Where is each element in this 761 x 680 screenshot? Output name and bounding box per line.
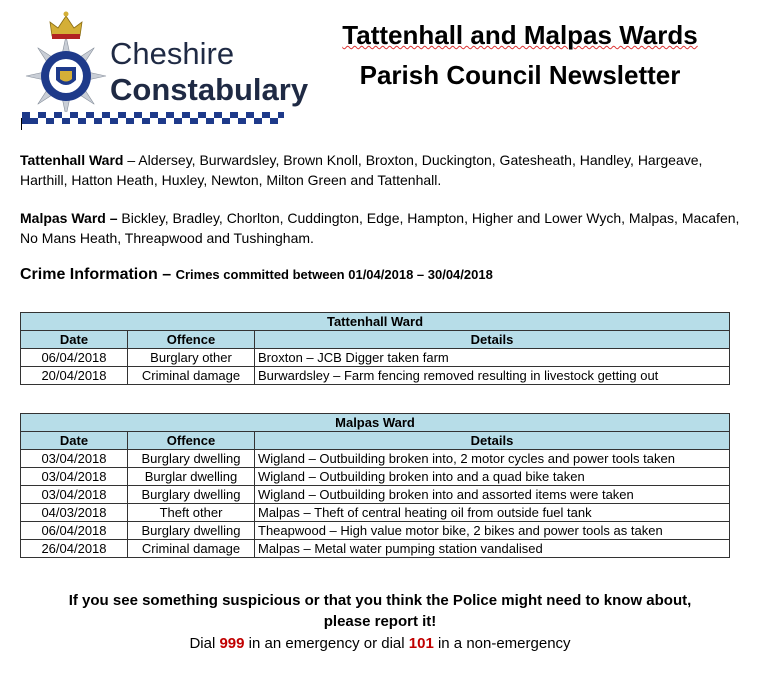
column-header-offence: Offence: [128, 331, 255, 349]
cell-date: 03/04/2018: [21, 450, 128, 468]
crime-date-range: Crimes committed between 01/04/2018 – 30/04/2018: [175, 267, 493, 282]
cell-details: Wigland – Outbuilding broken into, 2 motor cycles and power tools taken: [255, 450, 730, 468]
column-header-details: Details: [255, 331, 730, 349]
column-header-date: Date: [21, 432, 128, 450]
cell-date: 04/03/2018: [21, 504, 128, 522]
newsletter-title-line1: Tattenhall and Malpas Wards: [342, 20, 698, 50]
cell-details: Theapwood – High value motor bike, 2 bikes and power tools as taken: [255, 522, 730, 540]
report-appeal: [20, 590, 740, 632]
police-crest-icon: [22, 8, 110, 120]
cell-offence: Burglar dwelling: [128, 468, 255, 486]
cell-date: 20/04/2018: [21, 367, 128, 385]
column-header-date: Date: [21, 331, 128, 349]
cell-offence: Burglary dwelling: [128, 486, 255, 504]
tattenhall-ward-villages: – Aldersey, Burwardsley, Brown Knoll, Broxton, Duckington, Gatesheath, Handley, Hargeave, Harthill, Hatton Heath, Huxley, Newton, Milton Green and Tattenhall.: [20, 152, 703, 188]
non-emergency-number: 101: [408, 635, 434, 652]
cell-date: 03/04/2018: [21, 468, 128, 486]
cell-details: Burwardsley – Farm fencing removed resulting in livestock getting out: [255, 367, 730, 385]
cell-details: Malpas – Metal water pumping station vandalised: [255, 540, 730, 558]
table-caption: Tattenhall Ward: [21, 313, 730, 331]
brand-name-line1: Cheshire: [110, 36, 235, 71]
table-row: [21, 367, 730, 385]
cell-offence: Burglary dwelling: [128, 450, 255, 468]
tattenhall-ward-label: Tattenhall Ward: [20, 152, 124, 168]
cell-date: 06/04/2018: [21, 522, 128, 540]
malpas-ward-paragraph: [20, 208, 740, 248]
dial-numbers-line: Dial 999 in an emergency or dial 101 in a non-emergency: [189, 635, 571, 652]
table-caption: Malpas Ward: [21, 414, 730, 432]
malpas-ward-label: Malpas Ward –: [20, 210, 118, 226]
cell-details: Broxton – JCB Digger taken farm: [255, 349, 730, 367]
cell-offence: Burglary dwelling: [128, 522, 255, 540]
report-appeal-line2: please report it!: [323, 613, 437, 630]
report-appeal-line1: If you see something suspicious or that you think the Police might need to know about,: [68, 592, 692, 609]
cell-offence: Theft other: [128, 504, 255, 522]
table-row: [21, 450, 730, 468]
column-header-offence: Offence: [128, 432, 255, 450]
table-row: [21, 468, 730, 486]
cell-date: 03/04/2018: [21, 486, 128, 504]
brand-name-line2: Constabulary: [110, 72, 309, 107]
table-row: [21, 522, 730, 540]
cell-details: Wigland – Outbuilding broken into and a quad bike taken: [255, 468, 730, 486]
cell-offence: Criminal damage: [128, 540, 255, 558]
table-row: [21, 486, 730, 504]
table-row: [21, 540, 730, 558]
malpas-crime-table: [20, 413, 730, 558]
text-cursor: [21, 118, 22, 130]
checker-band: [22, 112, 284, 124]
crime-information-heading: Crime Information – Crimes committed between 01/04/2018 – 30/04/2018: [20, 266, 493, 283]
tattenhall-crime-table: [20, 312, 730, 385]
table-row: [21, 504, 730, 522]
cell-date: 06/04/2018: [21, 349, 128, 367]
cell-offence: Burglary other: [128, 349, 255, 367]
tattenhall-ward-paragraph: [20, 150, 740, 190]
table-row: [21, 349, 730, 367]
cheshire-constabulary-logo: [22, 8, 309, 128]
column-header-details: Details: [255, 432, 730, 450]
emergency-number: 999: [219, 635, 245, 652]
cell-offence: Criminal damage: [128, 367, 255, 385]
cell-details: Malpas – Theft of central heating oil from outside fuel tank: [255, 504, 730, 522]
newsletter-title-line2: Parish Council Newsletter: [359, 60, 681, 90]
cell-details: Wigland – Outbuilding broken into and assorted items were taken: [255, 486, 730, 504]
malpas-ward-villages: Bickley, Bradley, Chorlton, Cuddington, Edge, Hampton, Higher and Lower Wych, Malpas, Macafen, No Mans Heath, Threapwood and Tushingham.: [20, 210, 740, 246]
cell-date: 26/04/2018: [21, 540, 128, 558]
